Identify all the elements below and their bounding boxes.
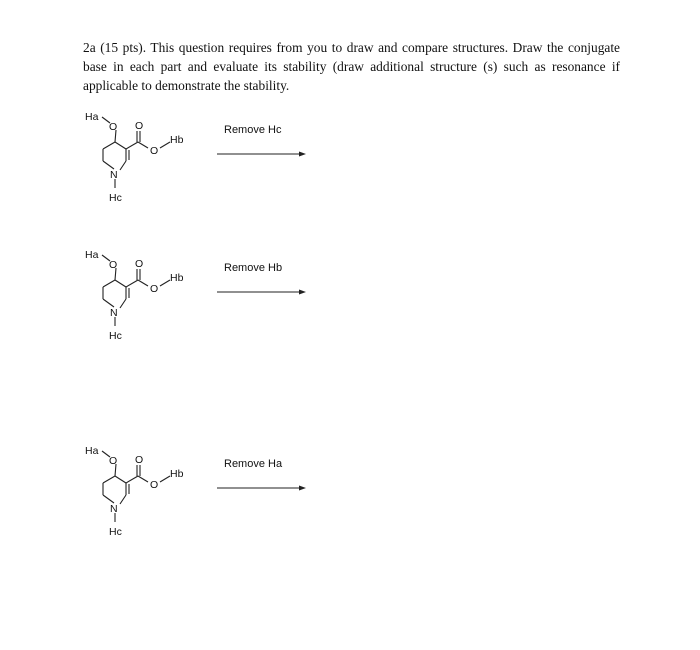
problem-1 [0, 108, 700, 258]
question-text: 2a (15 pts). This question requires from you to draw and compare structures. Draw the conjugate base in each part and evaluate its stability (draw additional structure (s) such as resonance if applicable to demonstrate the stability. [83, 40, 620, 94]
atom-oxygen-carbonyl: O [135, 258, 144, 270]
atom-hc: Hc [109, 330, 122, 342]
problem-2 [0, 246, 700, 396]
molecule-structure [0, 246, 700, 396]
atom-oxygen-ester: O [150, 283, 159, 295]
arrow-label: Remove Hc [224, 124, 282, 136]
molecule-structure [0, 108, 700, 258]
atom-oxygen-ether: O [109, 121, 118, 133]
atom-hb: Hb [170, 272, 184, 284]
atom-oxygen-ester: O [150, 145, 159, 157]
atom-oxygen-ether: O [109, 455, 118, 467]
reaction-arrow [217, 152, 306, 157]
molecule-structure [0, 442, 700, 592]
reaction-arrow [217, 290, 306, 295]
atom-nitrogen: N [110, 307, 118, 319]
reaction-arrow [217, 486, 306, 491]
atom-oxygen-ester: O [150, 479, 159, 491]
atom-nitrogen: N [110, 169, 118, 181]
atom-ha: Ha [85, 111, 99, 123]
atom-nitrogen: N [110, 503, 118, 515]
atom-oxygen-carbonyl: O [135, 454, 144, 466]
atom-hb: Hb [170, 134, 184, 146]
problem-3 [0, 442, 700, 592]
atom-hc: Hc [109, 526, 122, 538]
atom-ha: Ha [85, 249, 99, 261]
atom-hc: Hc [109, 192, 122, 204]
atom-ha: Ha [85, 445, 99, 457]
atom-oxygen-carbonyl: O [135, 120, 144, 132]
arrow-label: Remove Ha [224, 458, 283, 470]
atom-hb: Hb [170, 468, 184, 480]
atom-oxygen-ether: O [109, 259, 118, 271]
arrow-label: Remove Hb [224, 262, 283, 274]
